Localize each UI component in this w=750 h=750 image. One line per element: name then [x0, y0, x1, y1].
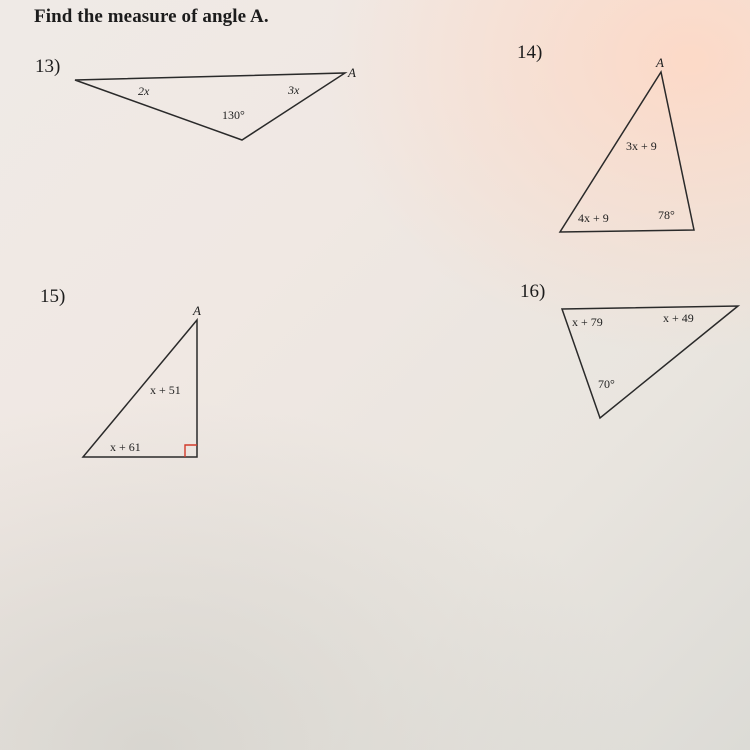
problem-15-number: 15) [40, 286, 66, 307]
right-angle-marker [185, 445, 197, 457]
triangle-13-vertex-a: A [348, 65, 356, 80]
triangle-13-angle-3x: 3x [288, 83, 300, 97]
problem-14-number: 14) [517, 42, 543, 63]
triangle-15-angle-x-plus-61: x + 61 [110, 440, 141, 454]
triangle-14-angle-4x-plus-9: 4x + 9 [578, 211, 609, 225]
problem-16-triangle [562, 306, 738, 418]
problem-13-number: 13) [35, 56, 61, 77]
triangle-15-angle-x-plus-51: x + 51 [150, 383, 181, 397]
problem-15-triangle [83, 303, 201, 457]
triangle-15-vertex-a: A [193, 303, 201, 318]
triangle-14-vertex-a: A [656, 55, 664, 70]
problem-14-triangle [560, 55, 694, 232]
triangle-16-angle-x-plus-79: x + 79 [572, 315, 603, 329]
triangle-13-outline [75, 73, 345, 140]
problem-13-triangle [75, 65, 356, 140]
instruction-heading: Find the measure of angle A. [34, 6, 269, 27]
problem-16-number: 16) [520, 281, 546, 302]
triangle-16-angle-70: 70° [598, 377, 615, 391]
triangle-13-angle-2x: 2x [138, 84, 150, 98]
triangle-14-angle-78: 78° [658, 208, 675, 222]
triangle-13-angle-130: 130° [222, 108, 245, 122]
triangle-16-angle-x-plus-49: x + 49 [663, 311, 694, 325]
triangle-14-angle-3x-plus-9: 3x + 9 [626, 139, 657, 153]
